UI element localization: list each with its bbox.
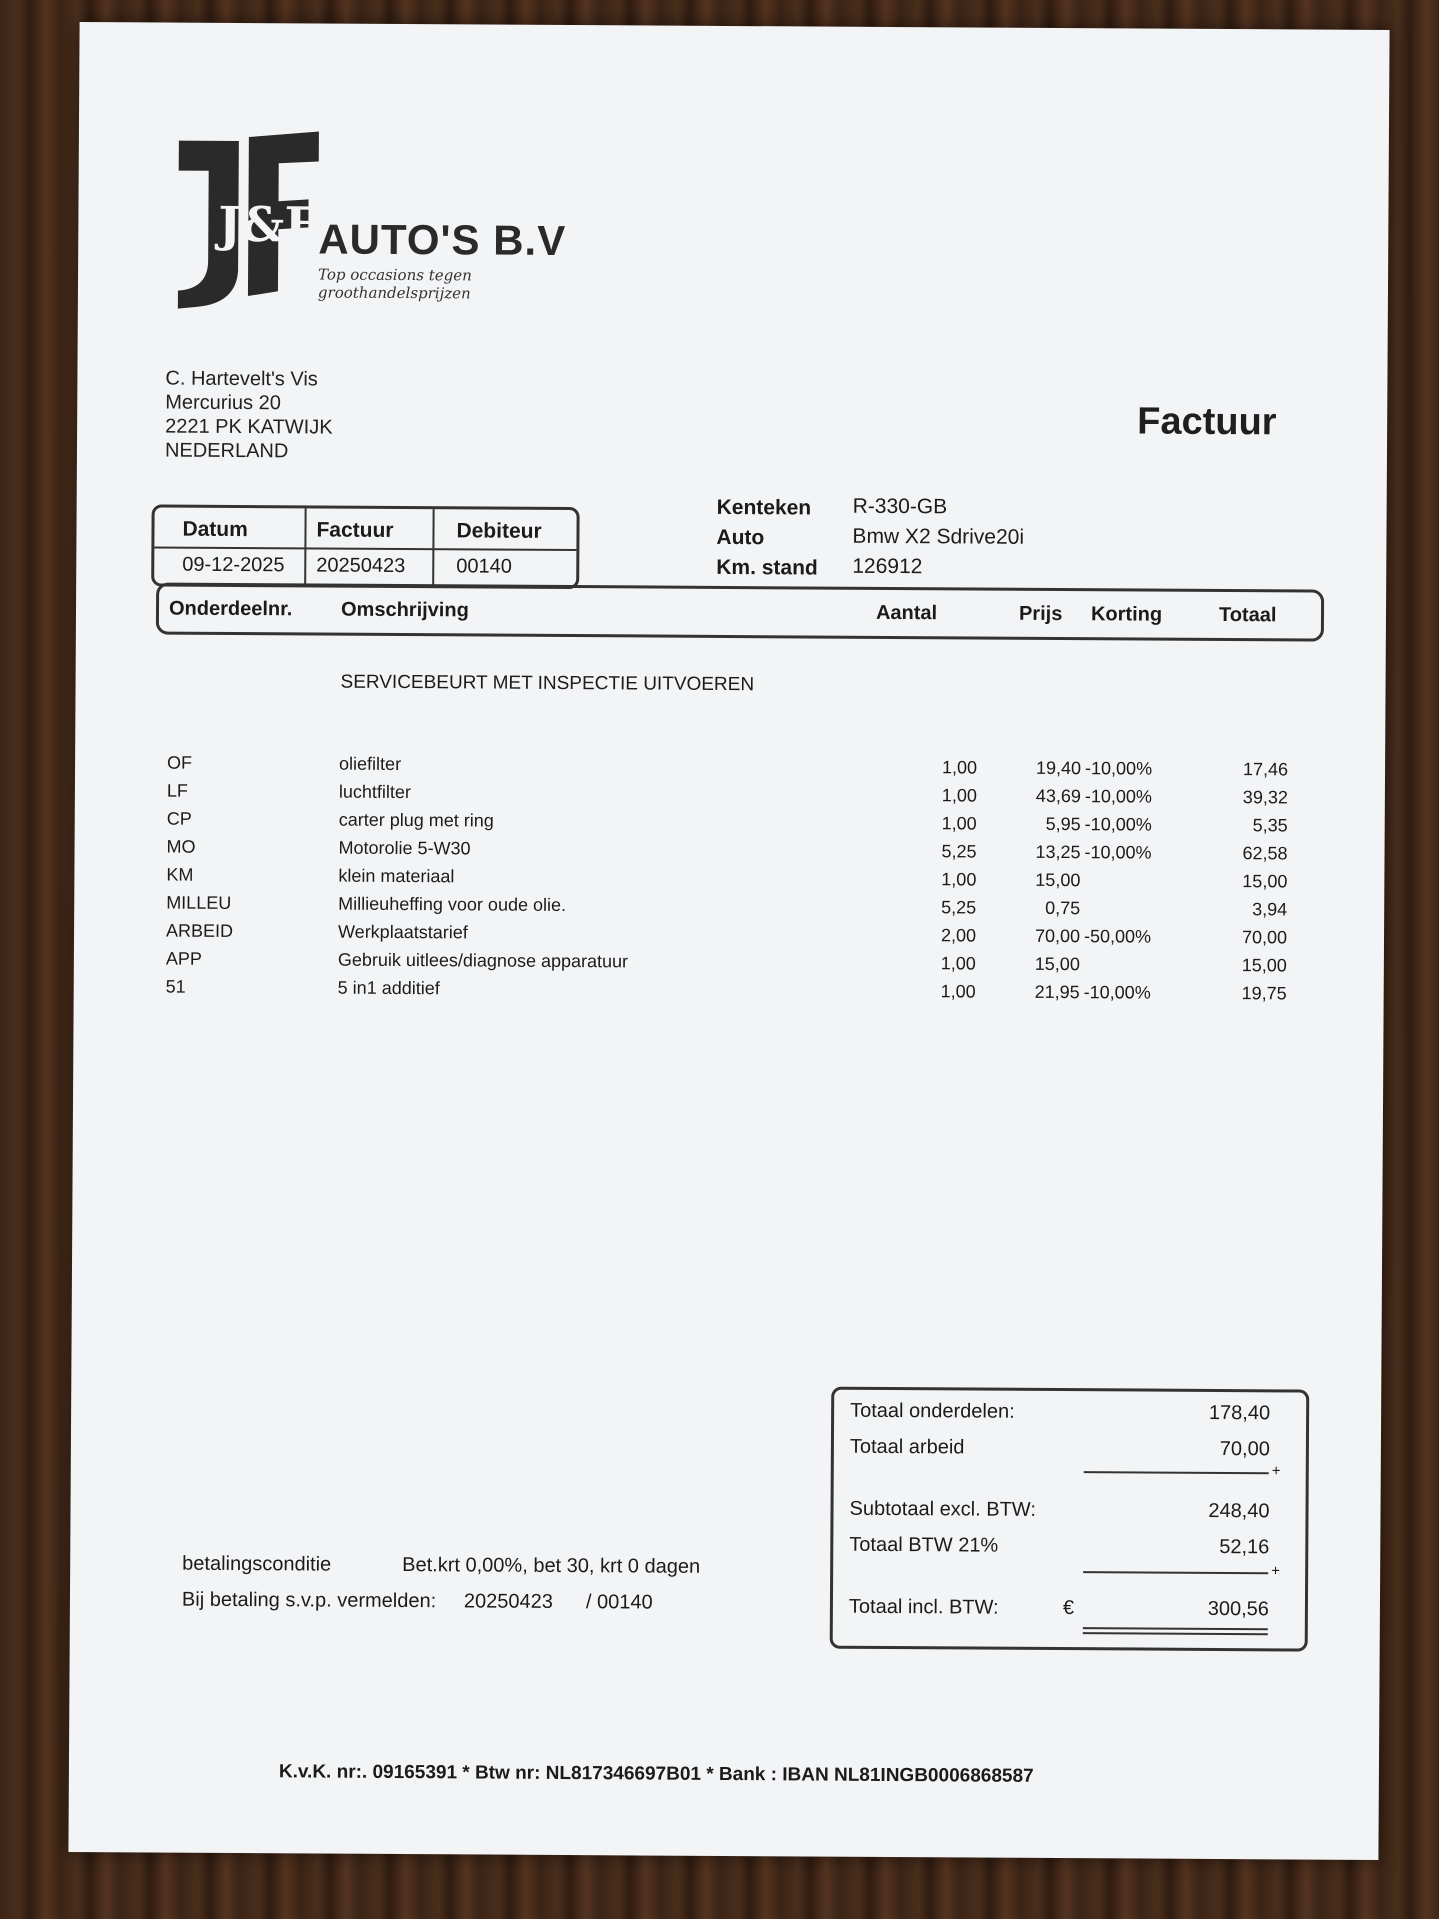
customer-address [165,367,333,464]
divider [432,509,434,585]
currency-symbol: € [1062,1597,1075,1620]
col-header-description: Omschrijving [340,598,469,622]
items-table-header [156,582,1324,641]
part-quantity: 5,25 [941,897,977,918]
plus-sign: + [1271,1462,1281,1480]
part-discount: -50,00% [1083,926,1152,947]
part-description: Motorolie 5-W30 [338,837,471,859]
invoice-date: 09-12-2025 [182,553,285,577]
payment-debtor-reference: / 00140 [585,1591,653,1614]
double-underline [1083,1632,1268,1635]
part-discount: -10,00% [1084,814,1152,835]
part-price: 15,00 [1034,953,1080,975]
car-model: Bmw X2 Sdrive20i [852,524,1025,549]
labor-total-label: Totaal arbeid [849,1435,965,1459]
col-header-code: Onderdeelnr. [168,597,293,621]
part-code: CP [166,808,192,829]
part-description: oliefilter [339,753,402,774]
customer-street: Mercurius 20 [165,391,281,415]
part-discount: -10,00% [1084,786,1152,807]
part-description: carter plug met ring [338,809,494,831]
company-logo [168,131,569,318]
part-code: MO [166,836,196,857]
col-header-price: Prijs [1018,602,1063,626]
service-section-title: SERVICEBEURT MET INSPECTIE UITVOEREN [340,671,755,696]
part-quantity: 5,25 [941,841,977,862]
part-total: 39,32 [1242,787,1288,808]
license-plate-label: Kenteken [716,495,812,520]
divider [304,508,306,584]
car-label: Auto [716,525,765,550]
part-price: 43,69 [1035,785,1081,807]
plus-sign: + [1271,1562,1280,1580]
debtor-number: 00140 [456,555,512,578]
sum-line [1083,1571,1268,1574]
debtor-label: Debiteur [456,519,542,543]
vat-label: Totaal BTW 21% [849,1533,999,1557]
customer-country: NEDERLAND [164,439,289,463]
grand-total: 300,56 [1207,1597,1269,1621]
invoice-number: 20250423 [316,554,406,578]
part-code: MILLEU [166,892,232,913]
invoice-paper [68,22,1389,1860]
subtotal-label: Subtotaal excl. BTW: [849,1497,1036,1521]
part-code: ARBEID [165,920,234,941]
invoice-info-box [151,504,579,589]
document-title: Factuur [1137,400,1277,444]
parts-total: 178,40 [1208,1401,1271,1425]
col-header-total: Totaal [1218,603,1277,627]
vat-total: 52,16 [1219,1536,1270,1559]
part-quantity: 1,00 [941,869,977,890]
part-description: Gebruik uitlees/diagnose apparatuur [337,949,629,972]
invoice-number-label: Factuur [316,518,394,542]
part-total: 15,00 [1242,871,1288,892]
part-total: 62,58 [1242,843,1288,864]
part-quantity: 2,00 [940,925,977,946]
part-quantity: 1,00 [940,981,976,1002]
part-description: luchtfilter [338,781,411,803]
payment-condition: Bet.krt 0,00%, bet 30, krt 0 dagen [402,1554,701,1578]
customer-name: C. Hartevelt's Vis [165,367,318,391]
part-code: 51 [165,976,186,997]
totals-box [830,1387,1310,1652]
part-price: 15,00 [1035,869,1081,891]
part-price: 70,00 [1034,925,1081,947]
part-description: klein materiaal [338,865,455,887]
payment-reference-label: Bij betaling s.v.p. vermelden: [181,1588,437,1613]
double-underline [1083,1627,1268,1630]
part-total: 17,46 [1242,759,1289,780]
col-header-quantity: Aantal [875,601,938,625]
part-total: 15,00 [1241,955,1287,976]
company-tagline: Top occasions tegen groothandelsprijzen [317,265,472,303]
company-registration-footer: K.v.K. nr:. 09165391 * Btw nr: NL817346697B01 * Bank : IBAN NL81INGB0006868587 [278,1761,1034,1787]
payment-condition-label: betalingsconditie [182,1552,332,1576]
part-quantity: 1,00 [940,953,976,974]
part-discount: -10,00% [1084,842,1152,863]
part-quantity: 1,00 [941,757,978,778]
part-quantity: 1,00 [941,785,977,806]
license-plate: R-330-GB [852,494,948,519]
part-total: 5,35 [1252,815,1288,836]
sum-line [1084,1471,1269,1474]
part-description: 5 in1 additief [337,977,440,999]
subtotal: 248,40 [1208,1499,1270,1523]
labor-total: 70,00 [1219,1438,1270,1461]
grand-total-label: Totaal incl. BTW: [848,1595,999,1619]
part-price: 0,75 [1045,897,1081,919]
company-name: AUTO'S B.V [318,215,567,264]
part-description: Werkplaatstarief [337,921,468,943]
date-label: Datum [182,517,248,542]
part-total: 3,94 [1252,899,1288,920]
part-discount: -10,00% [1085,758,1153,779]
col-header-discount: Korting [1090,603,1163,626]
part-price: 13,25 [1035,841,1081,863]
part-code: KM [166,864,194,885]
part-price: 5,95 [1045,813,1081,835]
part-code: APP [165,948,202,969]
logo-ampersand: J&F [218,196,319,254]
mileage: 126912 [852,554,923,579]
part-total: 19,75 [1241,983,1287,1004]
part-price: 21,95 [1034,981,1080,1003]
part-price: 19,40 [1035,757,1082,779]
part-description: Millieuheffing voor oude olie. [338,893,567,916]
part-code: OF [167,752,193,773]
payment-reference: 20250423 [463,1590,554,1613]
part-total: 70,00 [1241,927,1288,948]
part-discount: -10,00% [1083,982,1151,1003]
divider [154,546,576,551]
part-quantity: 1,00 [941,813,977,834]
customer-city: 2221 PK KATWIJK [165,415,333,439]
parts-total-label: Totaal onderdelen: [850,1399,1015,1423]
mileage-label: Km. stand [716,555,818,580]
part-code: LF [166,780,188,801]
